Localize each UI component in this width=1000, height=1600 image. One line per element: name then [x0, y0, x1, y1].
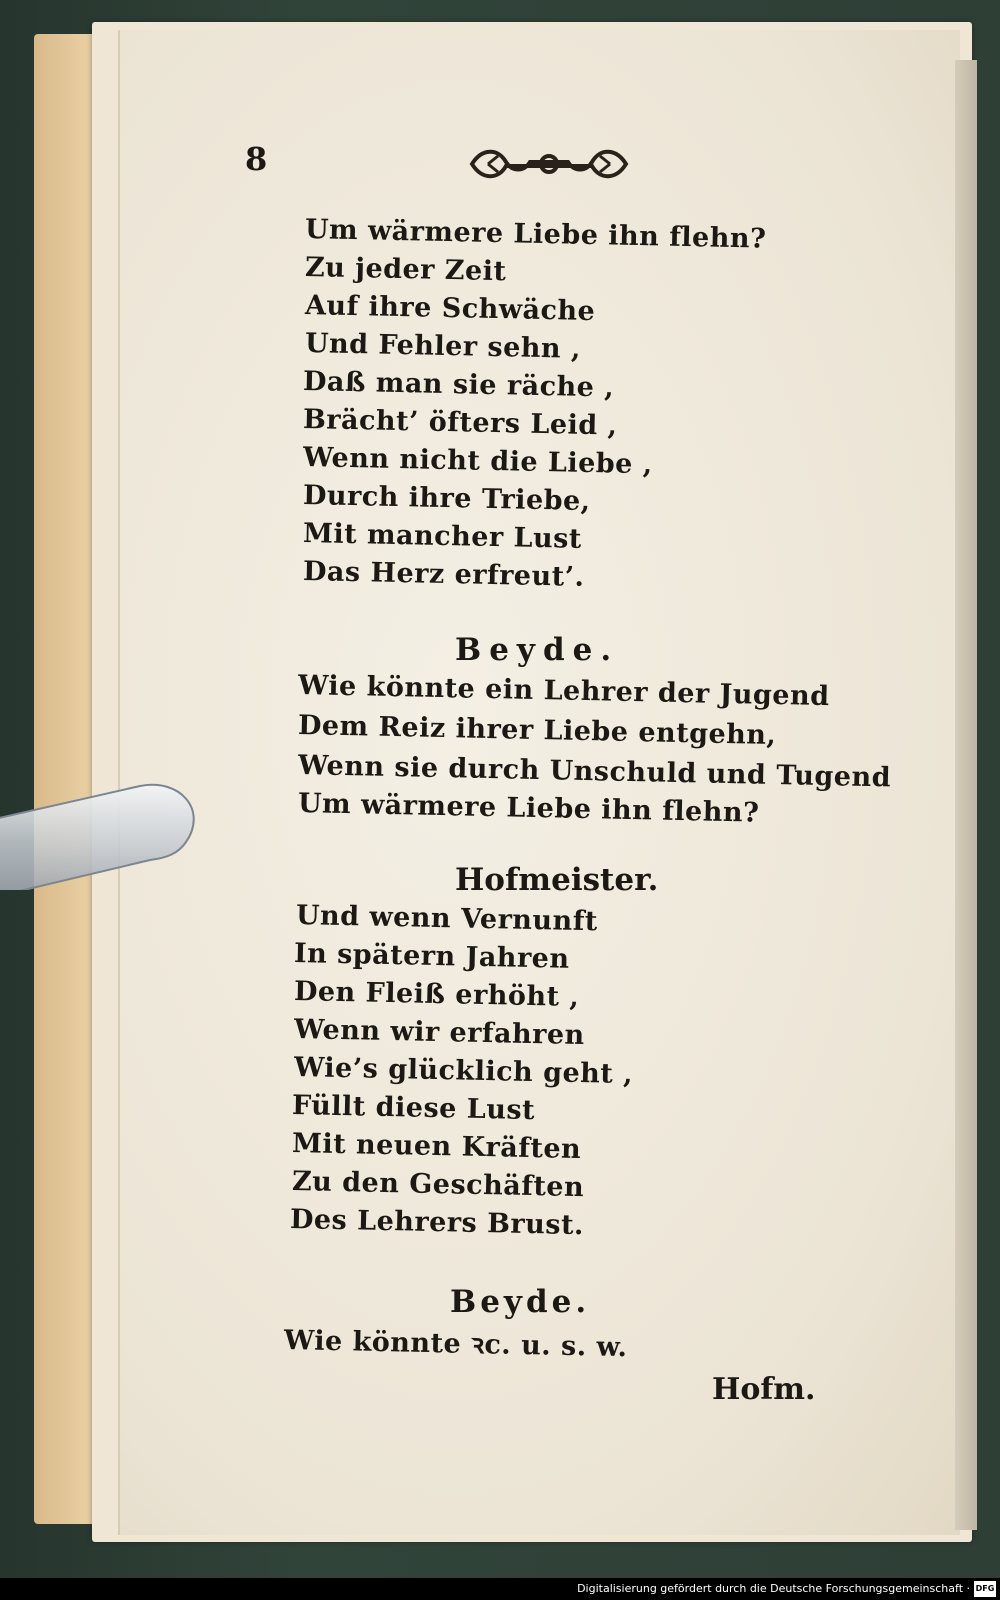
- catchword: Hofm.: [712, 1372, 816, 1407]
- verse-line: Um wärmere Liebe ihn flehn?: [304, 214, 767, 255]
- footer-credit: Digitalisierung gefördert durch die Deutsche Forschungsgemeinschaft ·: [577, 1582, 970, 1595]
- verse-line: Den Fleiß erhöht ,: [293, 976, 580, 1013]
- verse-line: Wie könnte ꝛc. u. s. w.: [283, 1325, 628, 1364]
- footer-bar: [0, 1578, 1000, 1600]
- page-number: 8: [245, 140, 268, 178]
- speaker-heading: Beyde.: [455, 632, 620, 668]
- verse-line: Des Lehrers Brust.: [289, 1204, 585, 1242]
- verse-line: Und wenn Vernunft: [295, 900, 599, 938]
- verse-line: Das Herz erfreut’.: [302, 556, 585, 593]
- speaker-heading: Beyde.: [450, 1284, 591, 1320]
- verse-line: Auf ihre Schwäche: [304, 290, 596, 328]
- verse-line: Dem Reiz ihrer Liebe entgehn,: [297, 710, 777, 752]
- verse-line: Wenn nicht die Liebe ,: [302, 442, 654, 481]
- verse-line: Brächt’ öfters Leid ,: [302, 404, 618, 442]
- verse-line: Zu jeder Zeit: [304, 252, 507, 288]
- verse-line: Durch ihre Triebe,: [302, 480, 591, 518]
- verse-line: Wenn sie durch Unschuld und Tugend: [297, 750, 892, 794]
- verse-line: Füllt diese Lust: [291, 1090, 536, 1127]
- verse-line: Mit mancher Lust: [302, 518, 583, 555]
- speaker-heading: Hofmeister.: [455, 862, 659, 898]
- verse-line: Wie könnte ein Lehrer der Jugend: [297, 670, 830, 713]
- verse-line: Und Fehler sehn ,: [304, 328, 582, 365]
- verse-line: Wenn wir erfahren: [293, 1014, 586, 1052]
- verse-line: Daß man sie räche ,: [302, 366, 615, 404]
- verse-line: In spätern Jahren: [293, 938, 570, 975]
- ornament-icon: [468, 142, 630, 186]
- verse-line: Wie’s glücklich geht ,: [293, 1052, 634, 1091]
- verse-line: Mit neuen Kräften: [291, 1128, 582, 1166]
- verse-line: Um wärmere Liebe ihn flehn?: [297, 788, 760, 829]
- page-holder-clip: [0, 780, 210, 890]
- dfg-logo: DFG: [974, 1581, 996, 1597]
- verse-line: Zu den Geschäften: [291, 1166, 585, 1204]
